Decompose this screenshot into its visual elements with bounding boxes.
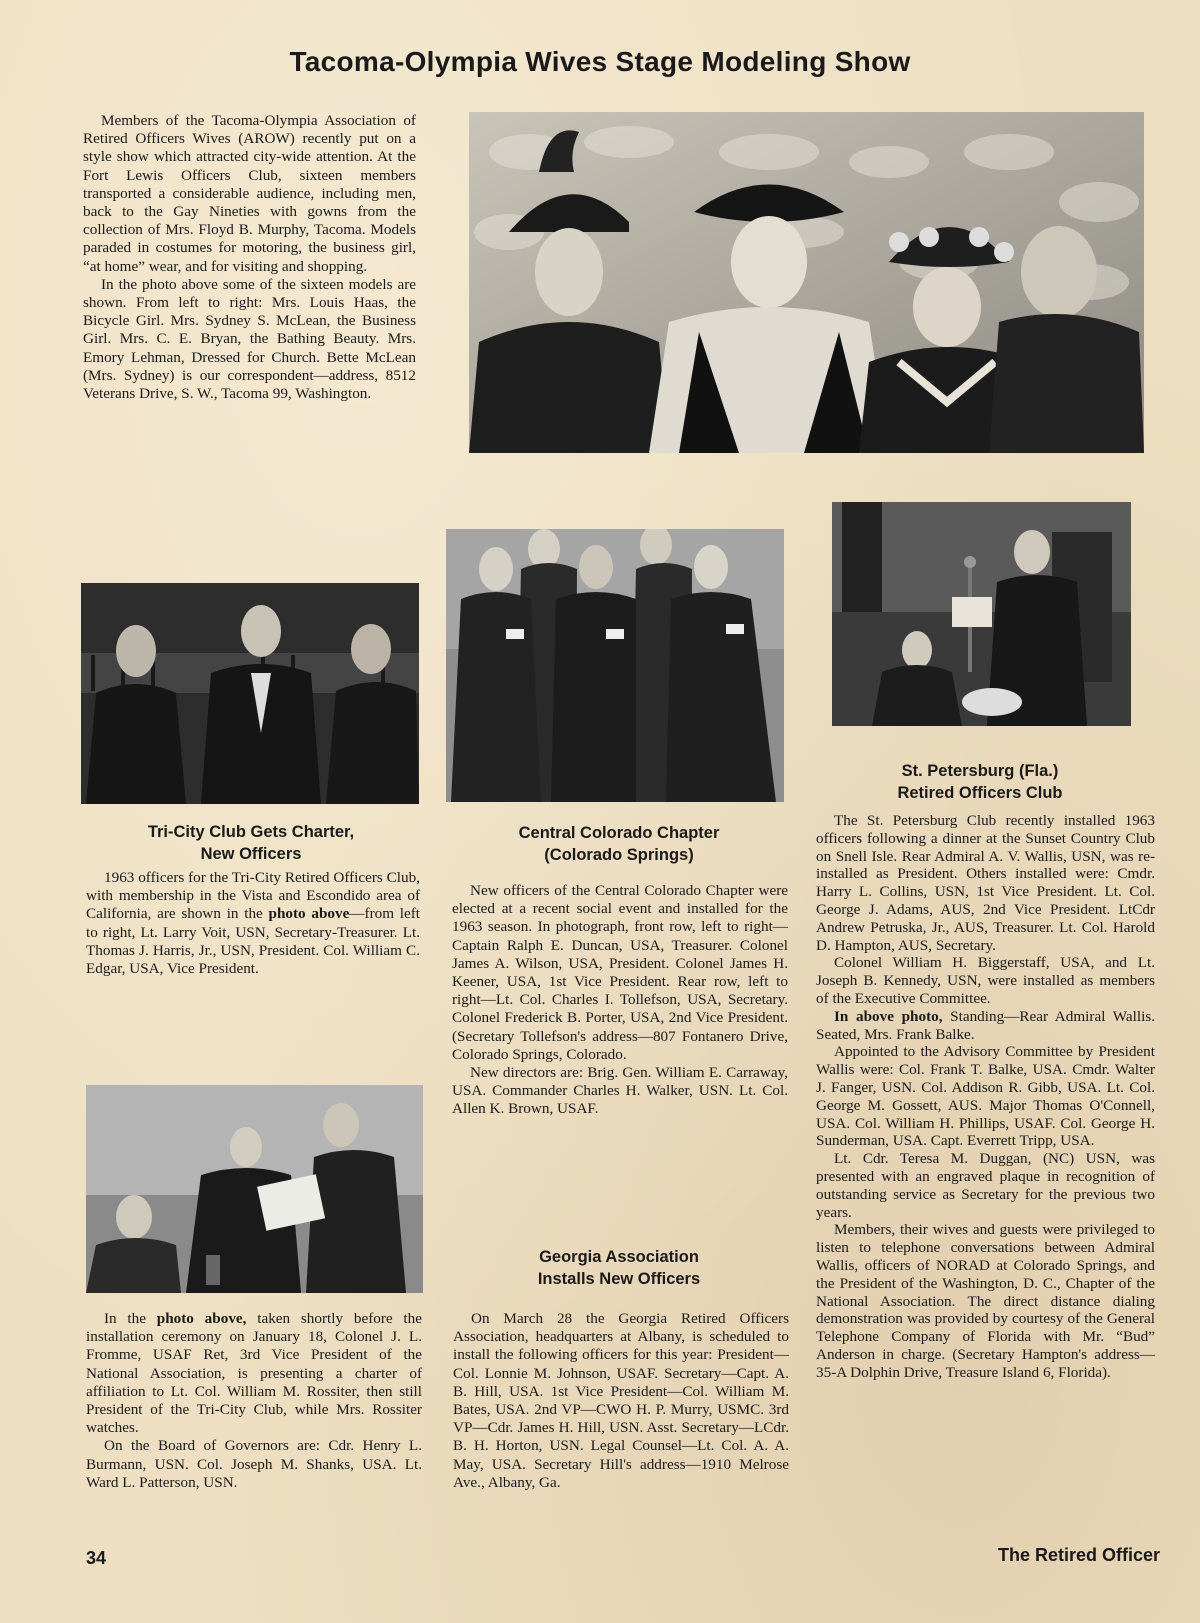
page-title: Tacoma-Olympia Wives Stage Modeling Show xyxy=(289,46,911,77)
tacoma-article xyxy=(83,112,416,403)
tricity-article-2 xyxy=(86,1310,422,1492)
stpete-paragraph-2: Colonel William H. Biggerstaff, USA, and Lt. Joseph B. Kennedy, USN, were installed as members of the Executive Committee. xyxy=(816,954,1155,1007)
tricity-p2-text-b: taken shortly before the installation ceremony on January 18, Colonel J. L. Fromme, USAF Ret, 3rd Vice President of the National Association, is presenting a charter of affiliation to Lt. Col. William M. Rossiter, then still President of the Tri-City Club, while Mrs. Rossiter watches. xyxy=(86,1310,422,1437)
georgia-heading-line-1: Georgia Association xyxy=(539,1248,699,1266)
tricity-p1-text-a: 1963 officers for the Tri-City Retired Officers Club, with membership in the Vista and Escondido area of California, are shown in the xyxy=(86,869,420,923)
stpete-paragraph-5: Lt. Cdr. Teresa M. Duggan, (NC) USN, was presented with an engraved plaque in recognition of outstanding service as Secretary for the previous two years. xyxy=(816,1150,1155,1221)
tricity-heading-line-1: Tri-City Club Gets Charter, xyxy=(147,823,355,841)
colorado-article xyxy=(452,882,788,1119)
tricity-heading xyxy=(82,821,420,865)
photo-tricity-charter xyxy=(86,1085,423,1293)
tricity-p1-bold: photo above xyxy=(268,905,350,923)
tricity-p2-bold: photo above, xyxy=(156,1310,247,1327)
photo-colorado-officers xyxy=(446,529,784,802)
colorado-heading-line-2: (Colorado Springs) xyxy=(544,846,694,864)
stpete-heading-line-1: St. Petersburg (Fla.) xyxy=(901,762,1059,780)
photo-tricity-officers xyxy=(81,583,419,804)
stpete-paragraph-4: Appointed to the Advisory Committee by President Wallis were: Col. Frank T. Balke, USA. Cmdr. Walter J. Fanger, USN. Col. Addison R. Gibb, USA. Lt. Col. George M. Gossett, AUS. Major Thomas O'Connell, USA. Col. William H. Phillips, USAF. Col. George H. Sunderman, USA. Capt. Everrett Tripp, USA. xyxy=(816,1043,1155,1150)
georgia-article xyxy=(453,1310,789,1492)
stpete-paragraph-3 xyxy=(816,1008,1155,1044)
georgia-heading-line-2: Installs New Officers xyxy=(537,1270,701,1288)
stpete-p3-text: Standing—Rear Admiral Wallis. Seated, Mrs. Frank Balke. xyxy=(816,1007,1155,1043)
photo-stpete-wallis xyxy=(832,502,1131,726)
colorado-heading-line-1: Central Colorado Chapter xyxy=(518,824,720,842)
tricity-paragraph-2 xyxy=(86,1310,422,1437)
colorado-paragraph-2: New directors are: Brig. Gen. William E. Carraway, USA. Commander Charles H. Walker, USN. Lt. Col. Allen K. Brown, USAF. xyxy=(452,1064,788,1118)
tricity-article-1 xyxy=(86,869,420,978)
tricity-p2-text-a: In the xyxy=(104,1310,157,1327)
tricity-paragraph-1 xyxy=(86,869,420,978)
stpete-heading xyxy=(815,760,1145,804)
colorado-heading xyxy=(450,822,788,866)
stpete-article xyxy=(816,812,1155,1382)
georgia-heading xyxy=(450,1246,788,1290)
stpete-heading-line-2: Retired Officers Club xyxy=(897,784,1063,802)
stpete-p3-bold: In above photo, xyxy=(834,1007,943,1025)
page-number: 34 xyxy=(86,1548,107,1568)
tacoma-paragraph-1: Members of the Tacoma-Olympia Association of Retired Officers Wives (AROW) recently put on a style show which attracted city-wide attention. At the Fort Lewis Officers Club, sixteen members transported a considerable audience, including men, back to the Gay Nineties with gowns from the collection of Mrs. Floyd B. Murphy, Tacoma. Models paraded in costumes for motoring, the business girl, “at home” wear, and for visiting and shopping. xyxy=(83,112,416,275)
photo-tacoma-models xyxy=(469,112,1144,453)
colorado-paragraph-1: New officers of the Central Colorado Chapter were elected at a recent social event and installed for the 1963 season. In photograph, front row, left to right—Captain Ralph E. Duncan, USA, Treasurer. Colonel James A. Wilson, USA, President. Colonel James H. Keener, USA, 1st Vice President. Rear row, left to right—Lt. Col. Charles I. Tollefson, USA, Secretary. Colonel Frederick B. Porter, USA, 2nd Vice President. (Secretary Tollefson's address—807 Fontanero Drive, Colorado Springs, Colorado. xyxy=(452,882,788,1063)
stpete-paragraph-1: The St. Petersburg Club recently installed 1963 officers following a dinner at the Sunset Country Club on Snell Isle. Rear Admiral A. V. Wallis, USN, was re-installed as President. Others installed were: Cmdr. Harry L. Collins, USN, 1st Vice President. Lt. Col. George J. Adams, AUS, 2nd Vice President. LtCdr Andrew Petruska, Jr., AUS, Treasurer. Lt. Col. Harold D. Hampton, AUS, Secretary. xyxy=(816,812,1155,954)
publication-name: The Retired Officer xyxy=(997,1545,1160,1565)
georgia-paragraph-1: On March 28 the Georgia Retired Officers Association, headquarters at Albany, is scheduled to install the following officers for this year: President—Col. Lonnie M. Johnson, USAF. Secretary—Capt. A. B. Hill, USA. 1st Vice President—Col. William M. Bates, USA. 2nd VP—CWO H. P. Murry, USMC. 3rd VP—Cdr. James H. Hill, USN. Asst. Secretary—LCdr. B. H. Horton, USN. Legal Counsel—Lt. Col. A. A. May, USA. Secretary Hill's address—1910 Melrose Ave., Albany, Ga. xyxy=(453,1310,789,1491)
tricity-p1-text-b: —from left to right, Lt. Larry Voit, USN, Secretary-Treasurer. Lt. Thomas J. Harris, Jr., USN, President. Col. William C. Edgar, USA, Vice President. xyxy=(86,905,421,978)
tricity-paragraph-3: On the Board of Governors are: Cdr. Henry L. Burmann, USN. Col. Joseph M. Shanks, USA. Lt. Ward L. Patterson, USN. xyxy=(86,1437,422,1491)
tricity-heading-line-2: New Officers xyxy=(200,845,302,863)
tacoma-paragraph-2: In the photo above some of the sixteen models are shown. From left to right: Mrs. Louis Haas, the Bicycle Girl. Mrs. Sydney S. McLean, the Business Girl. Mrs. C. E. Bryan, the Bathing Beauty. Mrs. Emory Lehman, Dressed for Church. Bette McLean (Mrs. Sydney) is our correspondent—address, 8512 Veterans Drive, S. W., Tacoma 99, Washington. xyxy=(83,275,416,403)
stpete-paragraph-6: Members, their wives and guests were privileged to listen to telephone conversations between Admiral Wallis, officers of NORAD at Colorado Springs, and the President of the Washington, D. C., Chapter of the National Association. The direct distance dialing demonstration was provided by courtesy of the General Telephone Company of Florida with Mr. “Bud” Anderson in charge. (Secretary Hampton's address—35-A Dolphin Drive, Treasure Island 6, Florida). xyxy=(816,1221,1155,1381)
